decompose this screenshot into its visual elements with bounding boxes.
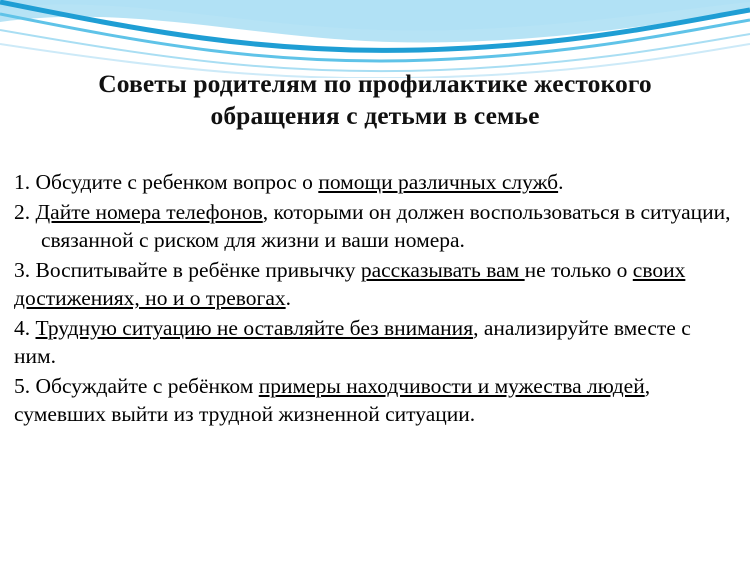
title-line-1: Советы родителям по профилактике жестокого xyxy=(98,69,652,98)
list-item xyxy=(14,372,736,429)
list-item-text: Воспитывайте в ребёнке привычку рассказывать вам не только о своих достижениях, но и о тревогах. xyxy=(14,257,686,310)
list-item xyxy=(14,256,736,313)
list-item-text: Обсуждайте с ребёнком примеры находчивости и мужества людей, сумевших выйти из трудной жизненной ситуации. xyxy=(14,373,651,426)
list-item-number: 2. xyxy=(14,199,31,224)
list-item xyxy=(14,314,736,371)
wave-ribbon-header xyxy=(0,0,750,78)
list-item-number: 1. xyxy=(14,170,31,194)
list-item-text: Обсудите с ребенком вопрос о помощи различных служб. xyxy=(35,170,564,194)
page-title xyxy=(22,68,728,132)
list-item-number: 4. xyxy=(14,315,31,340)
title-line-2: обращения с детьми в семье xyxy=(210,101,540,130)
list-item-number: 3. xyxy=(14,257,31,282)
list-item-text: Дайте номера телефонов, которыми он должен воспользоваться в ситуации, связанной с риском для жизни и ваши номера. xyxy=(35,199,731,252)
advice-list xyxy=(14,168,736,430)
list-item-number: 5. xyxy=(14,373,31,398)
list-item-text: Трудную ситуацию не оставляйте без внимания, анализируйте вместе с ним. xyxy=(14,315,691,368)
list-item xyxy=(14,168,736,197)
list-item xyxy=(14,198,736,255)
